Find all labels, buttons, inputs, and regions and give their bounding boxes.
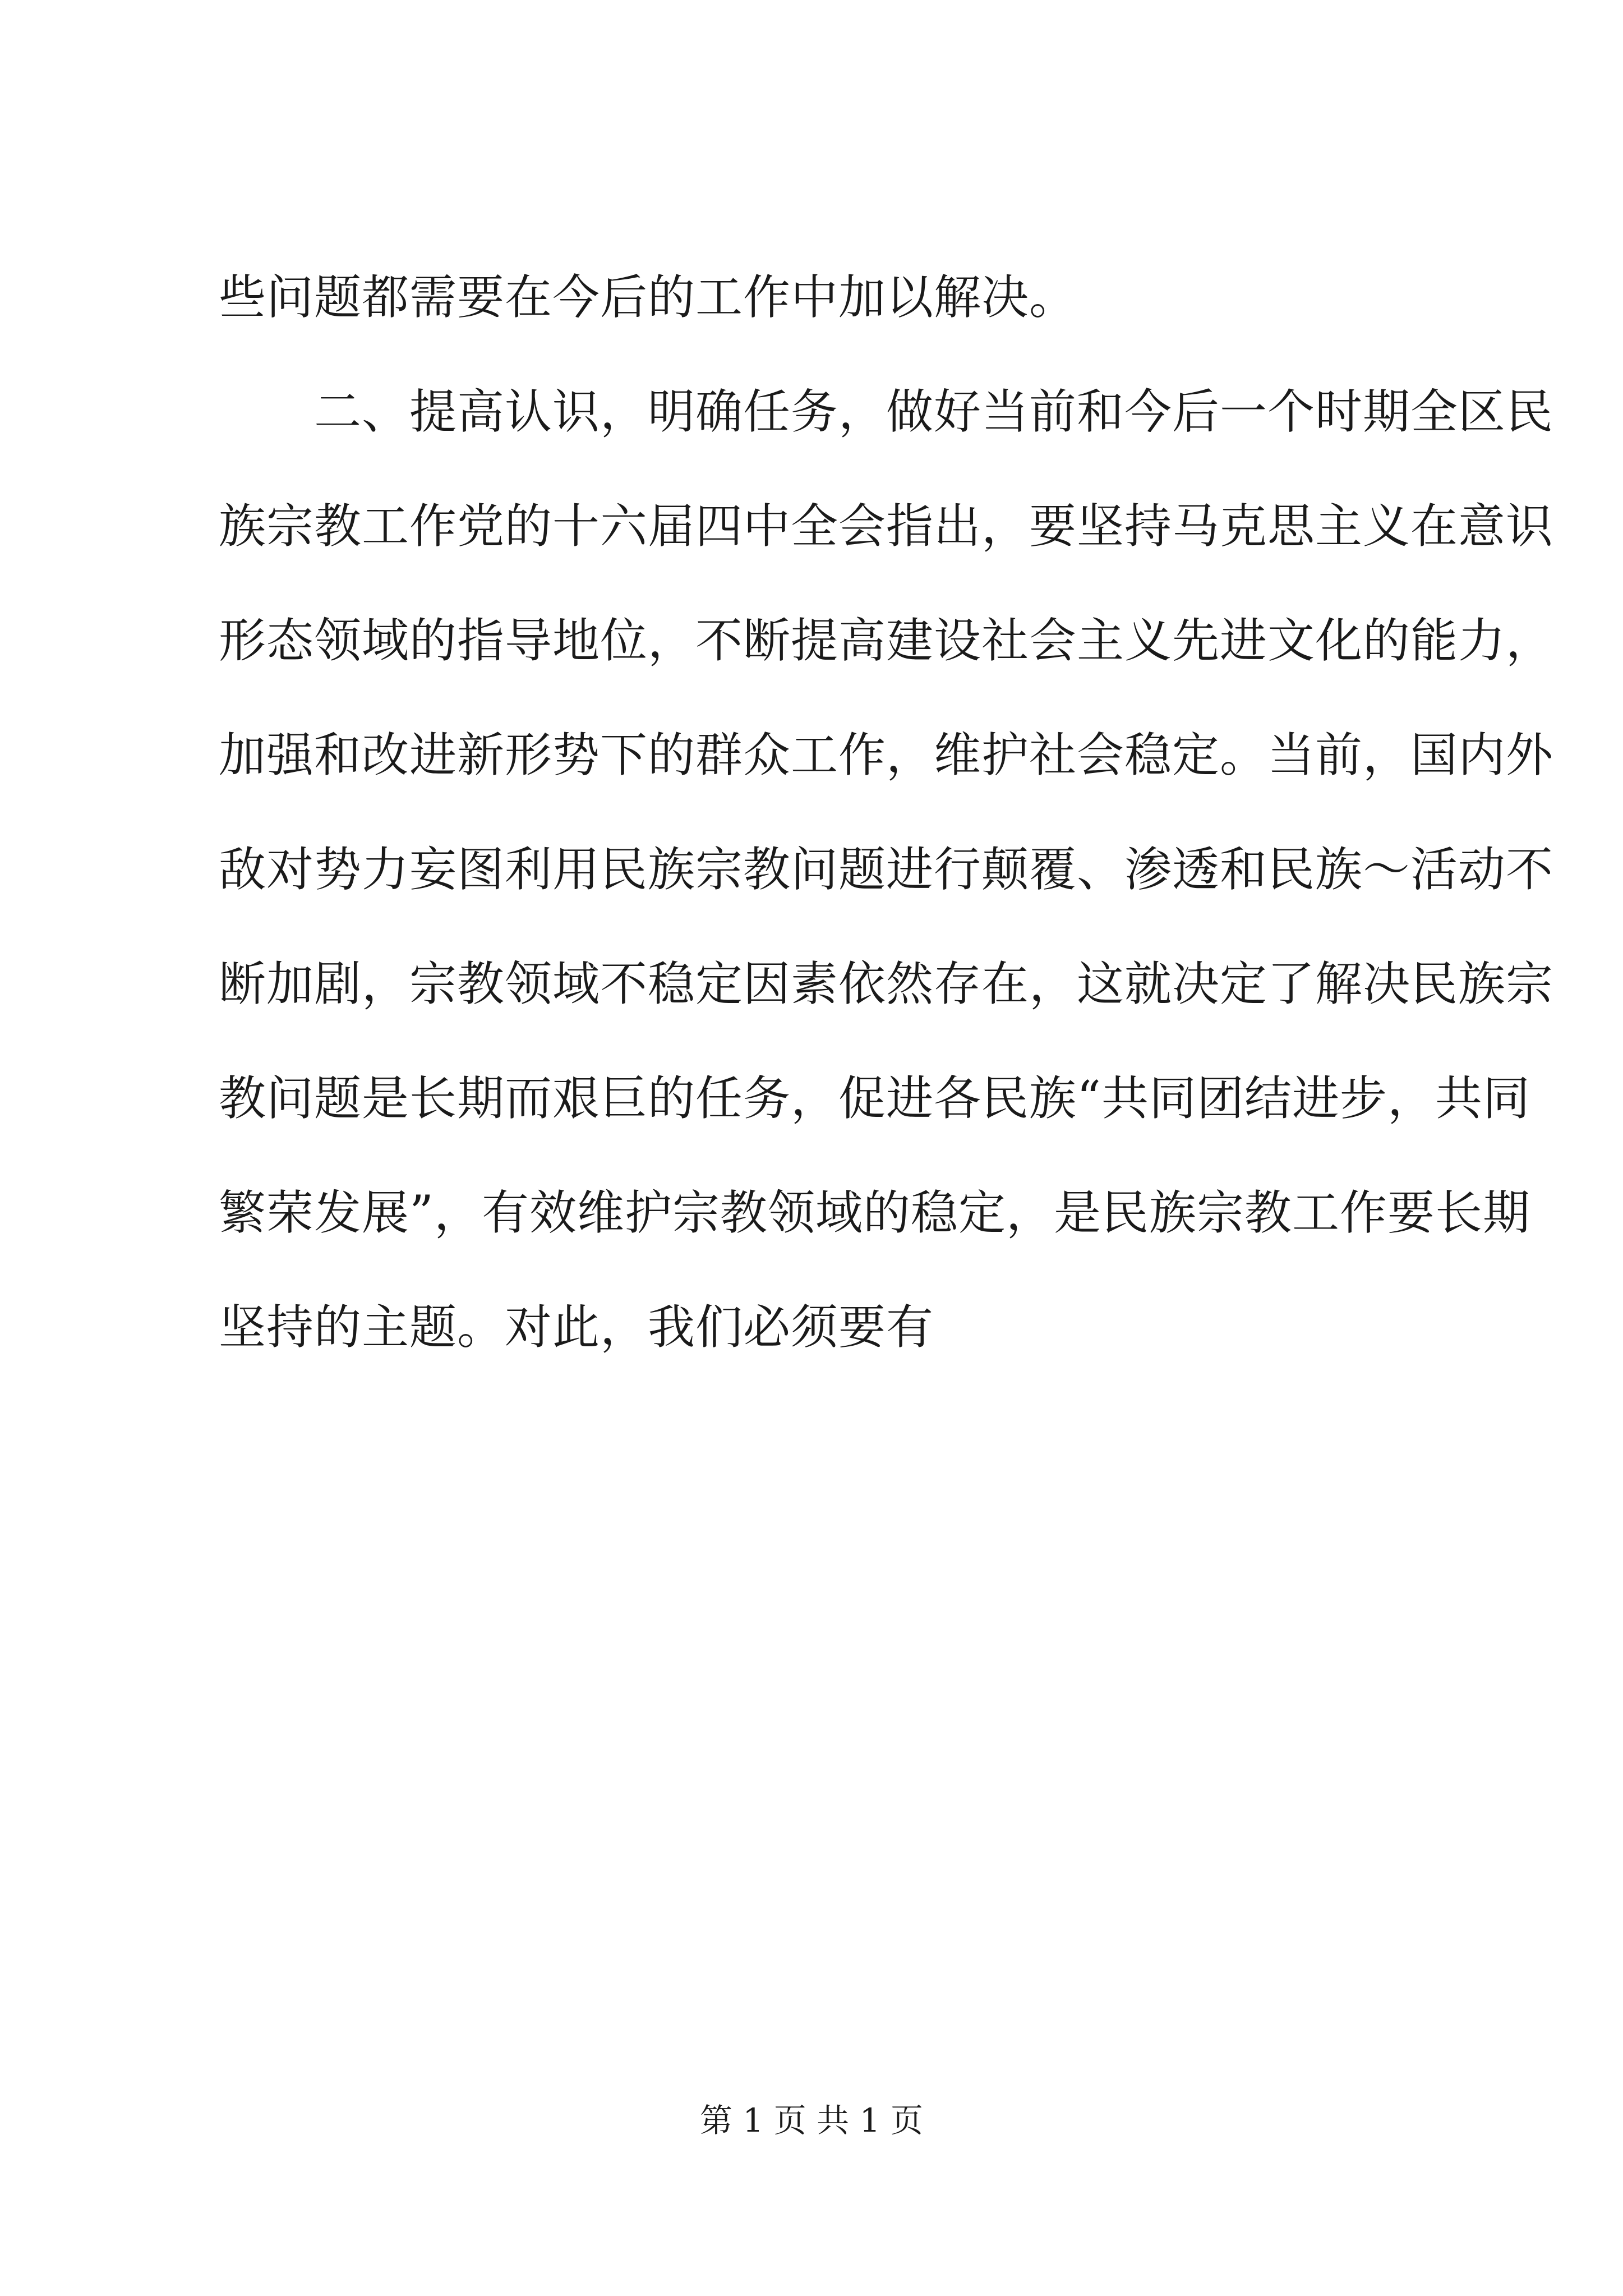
document-body [219, 264, 1554, 1408]
text-line: 加强和改进新形势下的群众工作，维护社会稳定。当前，国内外 [219, 728, 1554, 783]
page-number-label: 第 1 页 共 1 页 [700, 2101, 923, 2139]
text-line: 教问题是长期而艰巨的任务，促进各民族“共同团结进步，共同 [219, 1071, 1530, 1126]
text-line: 繁荣发展”，有效维护宗教领域的稳定，是民族宗教工作要长期 [219, 1185, 1530, 1240]
text-line: 二、提高认识，明确任务，做好当前和今后一个时期全区民 [219, 384, 1554, 439]
text-line: 些问题都需要在今后的工作中加以解决。 [219, 270, 1077, 325]
text-line: 敌对势力妄图利用民族宗教问题进行颠覆、渗透和民族～活动不 [219, 842, 1554, 897]
text-line: 断加剧，宗教领域不稳定因素依然存在，这就决定了解决民族宗 [219, 956, 1554, 1011]
page-footer [0, 2098, 1623, 2143]
text-line: 族宗教工作党的十六届四中全会指出，要坚持马克思主义在意识 [219, 499, 1554, 554]
text-line: 坚持的主题。对此，我们必须要有 [219, 1300, 934, 1355]
text-line: 形态领域的指导地位，不断提高建设社会主义先进文化的能力， [219, 613, 1554, 668]
